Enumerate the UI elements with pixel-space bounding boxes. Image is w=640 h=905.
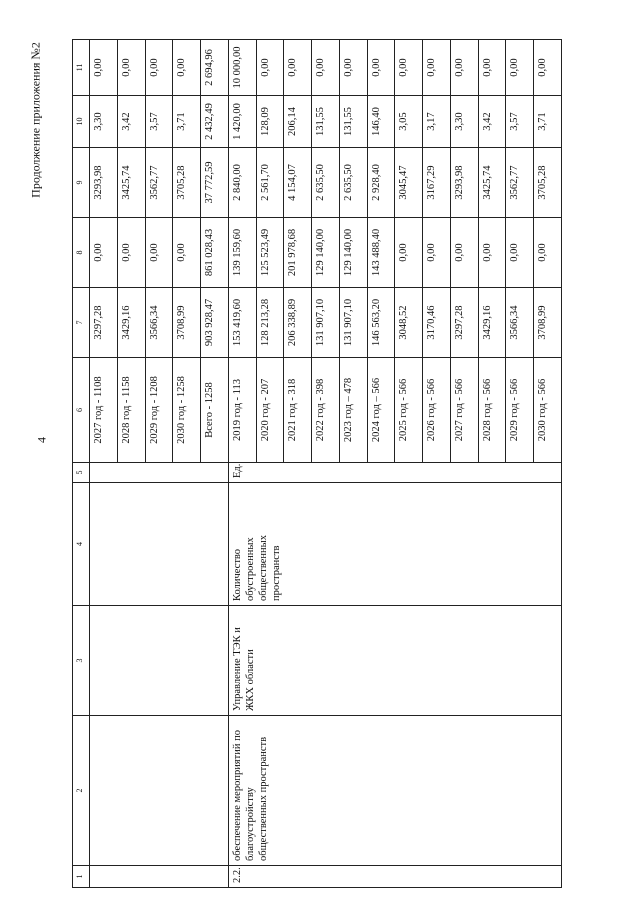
local-cell: 3,71 xyxy=(534,96,562,148)
federal-cell: 129 140,00 xyxy=(339,218,367,288)
local-cell: 3,17 xyxy=(423,96,451,148)
local-cell: 146,40 xyxy=(367,96,395,148)
period-cell: 2026 год - 566 xyxy=(423,358,451,463)
indicator-name: Количество обустроенных общественных пространств xyxy=(228,483,561,606)
federal-cell: 0,00 xyxy=(145,218,173,288)
federal-cell: 0,00 xyxy=(90,218,118,288)
federal-cell: 0,00 xyxy=(506,218,534,288)
local-cell: 3,57 xyxy=(145,96,173,148)
total-cell: 3297,28 xyxy=(450,288,478,358)
regional-cell: 3425,74 xyxy=(117,148,145,218)
unit-of-measure: Ед. xyxy=(228,463,561,483)
federal-cell: 861 028,43 xyxy=(201,218,229,288)
column-number: 4 xyxy=(73,483,90,606)
extra-budget-cell: 0,00 xyxy=(145,40,173,96)
period-cell: 2030 год - 566 xyxy=(534,358,562,463)
regional-cell: 2 635,50 xyxy=(339,148,367,218)
period-cell: 2030 год - 1258 xyxy=(173,358,201,463)
total-cell: 3708,99 xyxy=(534,288,562,358)
page-number: 4 xyxy=(34,437,49,443)
column-number: 10 xyxy=(73,96,90,148)
total-cell: 128 213,28 xyxy=(256,288,284,358)
empty-cell xyxy=(90,606,229,716)
regional-cell: 3425,74 xyxy=(478,148,506,218)
total-cell: 146 563,20 xyxy=(367,288,395,358)
federal-cell: 0,00 xyxy=(423,218,451,288)
federal-cell: 0,00 xyxy=(534,218,562,288)
period-cell: 2027 год - 1108 xyxy=(90,358,118,463)
regional-cell: 3562,77 xyxy=(145,148,173,218)
extra-budget-cell: 0,00 xyxy=(395,40,423,96)
empty-cell xyxy=(90,716,229,866)
federal-cell: 0,00 xyxy=(450,218,478,288)
local-cell: 131,55 xyxy=(312,96,340,148)
regional-cell: 2 840,00 xyxy=(228,148,256,218)
total-cell: 3297,28 xyxy=(90,288,118,358)
total-cell: 3048,52 xyxy=(395,288,423,358)
column-number: 7 xyxy=(73,288,90,358)
federal-cell: 139 159,60 xyxy=(228,218,256,288)
total-cell: 3429,16 xyxy=(478,288,506,358)
total-cell: 131 907,10 xyxy=(339,288,367,358)
total-cell: 3170,46 xyxy=(423,288,451,358)
column-number: 3 xyxy=(73,606,90,716)
period-cell: Всего - 1258 xyxy=(201,358,229,463)
local-cell: 3,42 xyxy=(117,96,145,148)
local-cell: 3,30 xyxy=(90,96,118,148)
local-cell: 128,09 xyxy=(256,96,284,148)
budget-table xyxy=(72,39,562,888)
federal-cell: 125 523,49 xyxy=(256,218,284,288)
table-row xyxy=(228,40,256,888)
extra-budget-cell: 0,00 xyxy=(478,40,506,96)
total-cell: 3708,99 xyxy=(173,288,201,358)
local-cell: 3,42 xyxy=(478,96,506,148)
empty-cell xyxy=(90,463,229,483)
regional-cell: 2 561,70 xyxy=(256,148,284,218)
column-number: 2 xyxy=(73,716,90,866)
empty-cell xyxy=(90,483,229,606)
responsible-body: Управление ТЭК и ЖКХ области xyxy=(228,606,561,716)
local-cell: 1 420,00 xyxy=(228,96,256,148)
federal-cell: 129 140,00 xyxy=(312,218,340,288)
federal-cell: 0,00 xyxy=(117,218,145,288)
extra-budget-cell: 0,00 xyxy=(90,40,118,96)
regional-cell: 37 772,59 xyxy=(201,148,229,218)
header-row xyxy=(73,40,90,888)
extra-budget-cell: 0,00 xyxy=(312,40,340,96)
period-cell: 2025 год - 566 xyxy=(395,358,423,463)
federal-cell: 201 978,68 xyxy=(284,218,312,288)
period-cell: 2019 год - 113 xyxy=(228,358,256,463)
total-cell: 153 419,60 xyxy=(228,288,256,358)
regional-cell: 3045,47 xyxy=(395,148,423,218)
total-cell: 206 338,89 xyxy=(284,288,312,358)
period-cell: 2027 год - 566 xyxy=(450,358,478,463)
measure-name: обеспечение мероприятий по благоустройству общественных пространств xyxy=(228,716,561,866)
regional-cell: 3705,28 xyxy=(534,148,562,218)
column-number: 5 xyxy=(73,463,90,483)
extra-budget-cell: 0,00 xyxy=(117,40,145,96)
regional-cell: 3705,28 xyxy=(173,148,201,218)
extra-budget-cell: 0,00 xyxy=(423,40,451,96)
period-cell: 2029 год - 1208 xyxy=(145,358,173,463)
regional-cell: 3167,29 xyxy=(423,148,451,218)
total-cell: 903 928,47 xyxy=(201,288,229,358)
regional-cell: 4 154,07 xyxy=(284,148,312,218)
total-cell: 3429,16 xyxy=(117,288,145,358)
extra-budget-cell: 0,00 xyxy=(506,40,534,96)
local-cell: 3,05 xyxy=(395,96,423,148)
federal-cell: 0,00 xyxy=(395,218,423,288)
extra-budget-cell: 0,00 xyxy=(367,40,395,96)
regional-cell: 2 635,50 xyxy=(312,148,340,218)
extra-budget-cell: 0,00 xyxy=(450,40,478,96)
period-cell: 2028 год - 566 xyxy=(478,358,506,463)
table-row xyxy=(90,40,118,888)
period-cell: 2028 год - 1158 xyxy=(117,358,145,463)
extra-budget-cell: 0,00 xyxy=(339,40,367,96)
extra-budget-cell: 0,00 xyxy=(534,40,562,96)
regional-cell: 2 928,40 xyxy=(367,148,395,218)
federal-cell: 0,00 xyxy=(173,218,201,288)
local-cell: 3,57 xyxy=(506,96,534,148)
local-cell: 131,55 xyxy=(339,96,367,148)
period-cell: 2029 год - 566 xyxy=(506,358,534,463)
total-cell: 3566,34 xyxy=(145,288,173,358)
empty-cell xyxy=(90,866,229,888)
appendix-caption: Продолжение приложения №2 xyxy=(28,42,43,198)
item-number: 2.2. xyxy=(228,866,561,888)
period-cell: 2021 год - 318 xyxy=(284,358,312,463)
column-number: 6 xyxy=(73,358,90,463)
table-body xyxy=(73,40,562,888)
period-cell: 2023 год – 478 xyxy=(339,358,367,463)
regional-cell: 3293,98 xyxy=(90,148,118,218)
extra-budget-cell: 0,00 xyxy=(173,40,201,96)
rotated-table-container xyxy=(72,40,562,888)
column-number: 1 xyxy=(73,866,90,888)
local-cell: 3,71 xyxy=(173,96,201,148)
total-cell: 3566,34 xyxy=(506,288,534,358)
federal-cell: 0,00 xyxy=(478,218,506,288)
extra-budget-cell: 0,00 xyxy=(284,40,312,96)
period-cell: 2020 год - 207 xyxy=(256,358,284,463)
regional-cell: 3562,77 xyxy=(506,148,534,218)
column-number: 11 xyxy=(73,40,90,96)
column-number: 9 xyxy=(73,148,90,218)
extra-budget-cell: 10 000,00 xyxy=(228,40,256,96)
local-cell: 3,30 xyxy=(450,96,478,148)
extra-budget-cell: 2 694,96 xyxy=(201,40,229,96)
local-cell: 206,14 xyxy=(284,96,312,148)
regional-cell: 3293,98 xyxy=(450,148,478,218)
column-number: 8 xyxy=(73,218,90,288)
period-cell: 2022 год - 398 xyxy=(312,358,340,463)
extra-budget-cell: 0,00 xyxy=(256,40,284,96)
total-cell: 131 907,10 xyxy=(312,288,340,358)
local-cell: 2 432,49 xyxy=(201,96,229,148)
federal-cell: 143 488,40 xyxy=(367,218,395,288)
period-cell: 2024 год – 566 xyxy=(367,358,395,463)
